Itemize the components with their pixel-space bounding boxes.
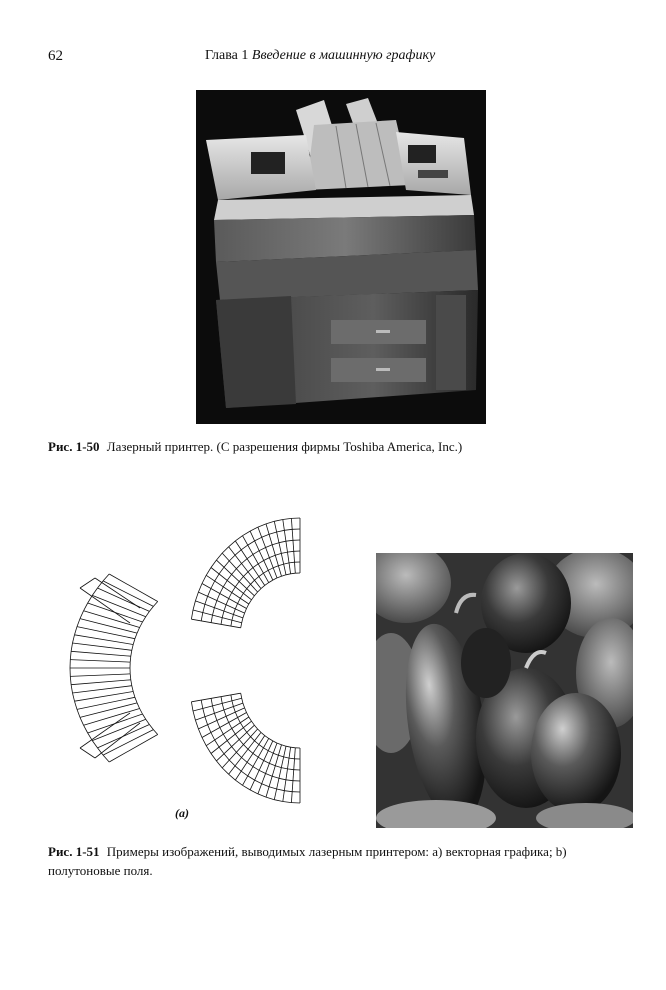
wireframe-line xyxy=(235,780,242,785)
wireframe-line xyxy=(243,745,248,750)
wireframe-line xyxy=(84,611,140,628)
wireframe-line xyxy=(275,766,281,768)
wireframe-line xyxy=(203,708,205,716)
wireframe-line xyxy=(240,593,243,598)
wireframe-line xyxy=(208,589,211,597)
wireframe-line xyxy=(80,619,137,634)
wireframe-line xyxy=(231,620,232,626)
wireframe-line xyxy=(255,780,262,784)
wireframe-line xyxy=(232,569,237,575)
page-number: 62 xyxy=(48,48,63,64)
wireframe-line xyxy=(291,747,296,748)
wireframe-line xyxy=(229,593,232,599)
wireframe-line xyxy=(243,728,246,733)
wireframe-line xyxy=(255,741,259,745)
wireframe-line xyxy=(232,615,234,621)
wireframe-line xyxy=(191,702,193,711)
wireframe-line xyxy=(221,697,222,704)
wireframe-line xyxy=(278,564,283,566)
wireframe-line xyxy=(279,778,286,780)
wireframe-line xyxy=(133,692,135,698)
wireframe-line xyxy=(222,703,224,710)
wireframe-line xyxy=(80,611,84,619)
wireframe-line xyxy=(211,733,215,741)
wireframe-line xyxy=(283,802,292,803)
wireframe-line xyxy=(269,532,277,534)
wireframe-line xyxy=(262,784,269,787)
wireframe-line xyxy=(193,601,195,610)
wireframe-line xyxy=(278,755,283,757)
wireframe-line xyxy=(208,725,211,733)
figure-1-51-text: Примеры изображений, выводимых лазерным принтером: a) векторная графика; b) полутоновые поля. xyxy=(48,844,567,878)
wireframe-line xyxy=(286,540,293,541)
wireframe-line xyxy=(242,618,243,623)
wireframe-line xyxy=(248,541,255,545)
wireframe-line xyxy=(216,725,254,761)
wireframe-line xyxy=(211,698,212,706)
wireframe-line xyxy=(211,581,215,589)
wireframe-line xyxy=(221,618,222,625)
chapter-label: Глава 1 xyxy=(205,48,249,63)
running-head xyxy=(205,48,435,64)
wireframe-line xyxy=(229,732,261,774)
wireframe-line xyxy=(80,703,137,718)
wireframe-line xyxy=(213,608,215,615)
wireframe-line xyxy=(274,800,283,802)
wireframe-line xyxy=(71,643,72,651)
wireframe-line xyxy=(251,580,255,584)
wireframe-line xyxy=(73,686,132,693)
wireframe-line xyxy=(274,520,283,522)
figure-1-51-sublabel-a: (a) xyxy=(175,806,189,820)
wireframe-line xyxy=(272,776,279,778)
wireframe-line xyxy=(211,615,212,623)
wireframe-line xyxy=(80,588,130,623)
wireframe-line xyxy=(263,748,268,751)
wireframe-line xyxy=(259,548,266,551)
wireframe-line xyxy=(201,613,203,621)
wireframe-line xyxy=(132,686,133,692)
wireframe-line xyxy=(279,541,286,543)
wireframe-line xyxy=(149,606,153,611)
wireframe-line xyxy=(75,701,78,709)
wireframe-line xyxy=(284,757,289,758)
wireframe-line xyxy=(277,530,285,532)
wireframe-line xyxy=(202,738,206,746)
wireframe-line xyxy=(71,651,131,656)
wireframe-line xyxy=(286,746,291,747)
chapter-title: Введение в машинную графику xyxy=(251,48,436,63)
wireframe-line xyxy=(224,754,229,760)
wireframe-line xyxy=(243,785,251,790)
wireframe-line xyxy=(262,534,269,537)
wireframe-line xyxy=(77,619,80,627)
wireframe-line xyxy=(242,559,248,564)
wireframe-line xyxy=(268,751,273,754)
figure-1-50-caption xyxy=(48,437,628,456)
wireframe-line xyxy=(258,794,266,797)
wireframe-line xyxy=(273,753,278,755)
wireframe-line xyxy=(229,541,236,547)
wireframe-line xyxy=(220,728,224,735)
wireframe-line xyxy=(229,723,232,729)
figure-1-51-label: Рис. 1-51 xyxy=(48,844,100,859)
wireframe-line xyxy=(70,651,71,659)
wireframe-line xyxy=(146,719,150,724)
wireframe-line xyxy=(272,543,279,545)
wireframe-line xyxy=(251,737,255,741)
wireframe-line xyxy=(226,599,229,605)
wireframe-line xyxy=(215,740,219,747)
wireframe-line xyxy=(273,741,277,743)
wireframe-line xyxy=(235,604,237,609)
wireframe-line xyxy=(153,730,157,735)
wireframe-line xyxy=(213,706,215,713)
wireframe-line xyxy=(243,572,248,577)
wireframe-line xyxy=(70,676,71,684)
wireframe-line xyxy=(211,721,252,753)
wireframe-line xyxy=(198,584,202,593)
wireframe-line xyxy=(261,585,265,588)
wireframe-line xyxy=(286,574,291,575)
wireframe-line xyxy=(235,766,241,771)
wireframe-line xyxy=(247,584,251,588)
wireframe-line xyxy=(269,580,273,583)
wireframe-line xyxy=(75,627,78,635)
wireframe-line xyxy=(254,592,257,596)
wireframe-line xyxy=(283,518,292,519)
wireframe-line xyxy=(84,725,88,733)
wireframe-line xyxy=(291,573,296,574)
wireframe-line xyxy=(243,703,245,708)
wireframe-line xyxy=(132,645,133,651)
wireframe-line xyxy=(248,749,253,753)
wireframe-line xyxy=(263,570,268,573)
wireframe-line xyxy=(80,578,95,588)
wireframe-line xyxy=(288,769,294,770)
wireframe-line xyxy=(217,721,220,728)
wireframe-line xyxy=(143,714,146,719)
wireframe-line xyxy=(241,771,248,776)
wireframe-line xyxy=(242,698,243,703)
wireframe-line xyxy=(236,752,241,757)
wireframe-line xyxy=(273,578,277,580)
wireframe-line xyxy=(264,558,270,561)
wireframe-line xyxy=(130,656,131,662)
wireframe-line xyxy=(264,761,270,764)
wireframe-line xyxy=(80,713,130,748)
wireframe-line xyxy=(195,720,198,729)
wireframe-line xyxy=(258,757,264,760)
wireframe-line xyxy=(289,758,295,759)
wireframe-line xyxy=(240,723,243,728)
wireframe-line xyxy=(235,736,264,781)
wireframe-line xyxy=(243,531,251,536)
wireframe-line xyxy=(243,589,246,594)
wireframe-line xyxy=(133,639,135,645)
wireframe-line xyxy=(84,709,140,726)
wireframe-line xyxy=(73,643,132,650)
wireframe-line xyxy=(247,762,253,766)
wireframe-line xyxy=(248,568,253,572)
wireframe-line xyxy=(258,524,266,527)
wireframe-line xyxy=(211,560,216,567)
wireframe-line xyxy=(224,710,226,716)
wireframe-line xyxy=(241,545,248,550)
wireframe-line xyxy=(249,600,252,604)
wireframe-line xyxy=(203,604,205,612)
wireframe-line xyxy=(243,613,245,618)
wireframe-line xyxy=(282,745,287,746)
wireframe-line xyxy=(217,594,220,601)
wireframe-line xyxy=(252,721,255,725)
wireframe-line xyxy=(226,716,229,722)
wireframe-line xyxy=(233,609,235,615)
wireframe-line xyxy=(73,693,75,701)
wireframe-line xyxy=(247,713,249,718)
wireframe-line xyxy=(131,680,132,686)
wireframe-line xyxy=(235,541,264,586)
wireframe-line xyxy=(229,555,235,561)
wireframe-line xyxy=(235,734,239,739)
wireframe-line xyxy=(266,774,273,777)
wireframe-line xyxy=(206,746,211,754)
wireframe-line xyxy=(227,741,231,747)
wireframe-line xyxy=(223,580,227,586)
wireframe-line xyxy=(198,729,202,738)
wireframe-line xyxy=(131,650,132,656)
wireframe-line xyxy=(135,633,137,639)
vector-wireframe-drawing xyxy=(60,508,305,826)
wireframe-line xyxy=(70,660,130,663)
wireframe-line xyxy=(281,768,287,769)
wireframe-line xyxy=(253,767,259,771)
wireframe-line xyxy=(205,596,208,604)
wireframe-line xyxy=(235,550,241,555)
wireframe-line xyxy=(70,674,130,677)
wireframe-line xyxy=(232,747,237,753)
wireframe-line xyxy=(232,701,234,707)
wireframe-line xyxy=(273,566,278,568)
wireframe-line xyxy=(268,568,273,571)
wireframe-line xyxy=(247,554,253,558)
wireframe-line xyxy=(284,529,292,530)
wireframe-line xyxy=(229,774,236,780)
wireframe-line xyxy=(252,596,255,600)
wireframe-line xyxy=(193,711,195,720)
wireframe-line xyxy=(223,734,227,740)
wireframe-line xyxy=(269,555,275,557)
wireframe-line xyxy=(92,588,97,595)
wireframe-line xyxy=(284,791,292,792)
wireframe-line xyxy=(222,611,224,618)
wireframe-line xyxy=(211,754,216,761)
wireframe-line xyxy=(281,552,287,553)
wireframe-line xyxy=(215,574,219,581)
wireframe-line xyxy=(255,537,262,541)
wireframe-line xyxy=(245,609,247,614)
wireframe-line xyxy=(238,598,241,603)
wireframe-line xyxy=(202,575,206,583)
wireframe-line xyxy=(259,770,266,773)
wireframe-line xyxy=(73,635,75,643)
wireframe-line xyxy=(224,605,226,611)
laser-printer-photo xyxy=(196,90,486,424)
wireframe-line xyxy=(222,768,228,774)
wireframe-line xyxy=(277,576,282,578)
wireframe-line xyxy=(253,564,258,568)
wireframe-line xyxy=(239,577,243,582)
wireframe-line xyxy=(229,760,235,766)
wireframe-line xyxy=(275,553,281,555)
wireframe-line xyxy=(214,713,217,720)
wireframe-line xyxy=(191,610,193,619)
wireframe-line xyxy=(77,709,80,717)
wireframe-line xyxy=(229,547,261,589)
wireframe-line xyxy=(232,729,236,735)
wireframe-line xyxy=(286,780,293,781)
wireframe-line xyxy=(266,521,274,524)
wireframe-line xyxy=(222,547,228,553)
wireframe-line xyxy=(250,790,258,794)
wireframe-line xyxy=(269,787,277,789)
wireframe-line xyxy=(250,527,258,531)
wireframe-line xyxy=(266,797,274,800)
wireframe-line xyxy=(219,567,224,574)
wireframe-line xyxy=(288,551,294,552)
wireframe-line xyxy=(254,725,257,729)
wireframe-line xyxy=(255,577,259,581)
wireframe-line xyxy=(224,561,229,567)
wireframe-line xyxy=(259,573,264,576)
wireframe-line xyxy=(216,560,254,596)
wireframe-line xyxy=(258,561,264,564)
wireframe-line xyxy=(282,575,287,576)
wireframe-line xyxy=(277,743,282,745)
wireframe-line xyxy=(80,717,84,725)
wireframe-line xyxy=(265,583,269,586)
wireframe-line xyxy=(269,738,273,741)
wireframe-line xyxy=(261,732,265,735)
wireframe-line xyxy=(253,753,258,757)
wireframe-line xyxy=(242,758,248,763)
wireframe-line xyxy=(206,568,211,576)
wireframe-line xyxy=(238,718,241,723)
wireframe-line xyxy=(130,674,131,680)
halftone-peppers-photo xyxy=(376,553,633,828)
wireframe-line xyxy=(247,604,249,609)
wireframe-line xyxy=(265,736,269,739)
wireframe-line xyxy=(220,587,224,594)
wireframe-line xyxy=(216,761,222,768)
wireframe-line xyxy=(195,592,198,601)
wireframe-line xyxy=(222,729,257,768)
wireframe-line xyxy=(235,582,239,587)
wireframe-line xyxy=(253,551,259,555)
wireframe-line xyxy=(146,611,150,616)
wireframe-line xyxy=(248,776,255,780)
wireframe-line xyxy=(235,712,237,717)
wireframe-line xyxy=(222,553,257,592)
wireframe-line xyxy=(291,748,295,803)
wireframe-line xyxy=(266,545,273,548)
wireframe-line xyxy=(103,574,109,581)
wireframe-line xyxy=(289,562,295,563)
wireframe-line xyxy=(235,536,242,541)
wireframe-line xyxy=(249,717,252,721)
wireframe-line xyxy=(140,709,143,715)
wireframe-line xyxy=(241,623,242,628)
wireframe-line xyxy=(231,695,232,701)
wireframe-line xyxy=(277,789,285,791)
wireframe-line xyxy=(247,732,251,736)
wireframe-line xyxy=(205,717,208,725)
wireframe-line xyxy=(71,685,72,693)
wireframe-line xyxy=(236,564,241,569)
wireframe-line xyxy=(233,707,235,713)
wireframe-line xyxy=(211,568,252,600)
wireframe-line xyxy=(201,700,203,708)
wireframe-line xyxy=(71,680,131,685)
wireframe-line xyxy=(135,697,137,703)
wireframe-line xyxy=(239,740,243,745)
wireframe-line xyxy=(143,617,146,622)
wireframe-line xyxy=(291,518,295,573)
wireframe-line xyxy=(149,725,153,730)
wireframe-line xyxy=(137,703,140,709)
wireframe-line xyxy=(269,763,275,765)
wireframe-line xyxy=(140,622,143,628)
wireframe-line xyxy=(216,553,222,560)
wireframe-line xyxy=(258,589,261,592)
wireframe-line xyxy=(245,708,247,713)
wireframe-line xyxy=(92,741,97,748)
wireframe-line xyxy=(259,745,264,748)
wireframe-line xyxy=(258,729,261,732)
wireframe-line xyxy=(84,603,88,611)
figure-1-50-label: Рис. 1-50 xyxy=(48,439,100,454)
wireframe-line xyxy=(80,748,95,758)
wireframe-line xyxy=(227,574,231,580)
wireframe-line xyxy=(241,693,242,698)
figure-1-50-text: Лазерный принтер. (С разрешения фирмы Toshiba America, Inc.) xyxy=(106,439,463,454)
wireframe-line xyxy=(137,628,140,634)
wireframe-line xyxy=(214,601,217,608)
figure-1-51-caption xyxy=(48,842,638,880)
wireframe-line xyxy=(103,755,109,762)
wireframe-line xyxy=(232,587,236,593)
wireframe-line xyxy=(284,563,289,564)
wireframe-line xyxy=(219,747,224,754)
wireframe-line xyxy=(153,602,157,607)
